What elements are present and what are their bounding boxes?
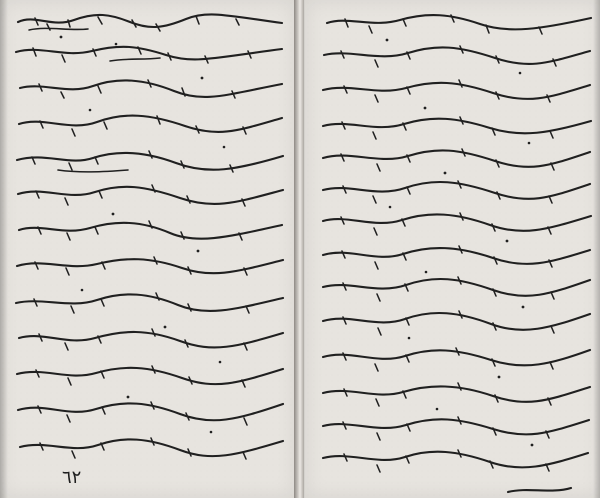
right-page-handwriting [305,0,600,498]
left-page [0,0,297,498]
page-number: ٦٢ [62,467,82,488]
left-page-handwriting [0,0,296,498]
right-page [304,0,600,498]
